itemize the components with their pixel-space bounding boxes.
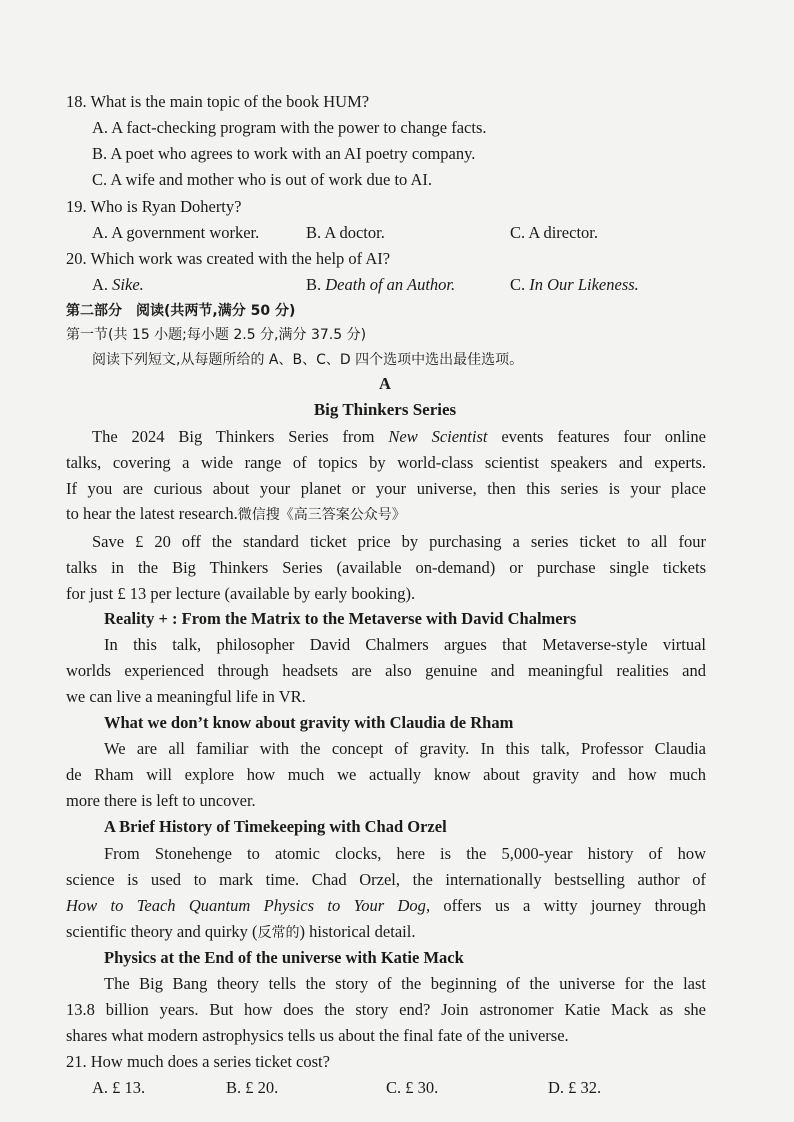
question-19-stem: 19. Who is Ryan Doherty?: [66, 197, 242, 216]
question-18-option-a: A. A fact-checking program with the power to change facts.: [92, 118, 487, 137]
passage-letter: A: [379, 374, 391, 393]
talk-3-line-3: How to Teach Quantum Physics to Your Dog, offers us a witty journey through: [66, 896, 707, 915]
talk-2-title: What we don’t know about gravity with Claudia de Rham: [104, 713, 514, 732]
intro-line-2: talks, covering a wide range of topics by world-class scientist speakers and experts.: [66, 453, 706, 472]
talk-3-line-4: scientific theory and quirky (反常的) historical detail.: [66, 922, 416, 941]
talk-3-title: A Brief History of Timekeeping with Chad Orzel: [104, 817, 447, 836]
question-20-option-b: B. Death of an Author.: [306, 275, 456, 294]
talk-4-line-1: The Big Bang theory tells the story of the beginning of the universe for the last: [104, 974, 706, 993]
question-19-option-c: C. A director.: [510, 223, 598, 242]
question-20-option-a: A. Sike.: [92, 275, 144, 294]
question-20-stem: 20. Which work was created with the help of AI?: [66, 249, 391, 268]
talk-4-line-2: 13.8 billion years. But how does the story end? Join astronomer Katie Mack as she: [66, 1000, 706, 1019]
talk-4-title: Physics at the End of the universe with Katie Mack: [104, 948, 464, 967]
question-21-option-c: C. £ 30.: [386, 1078, 439, 1097]
talk-3-line-1: From Stonehenge to atomic clocks, here is the 5,000-year history of how: [104, 844, 706, 863]
talk-2-line-2: de Rham will explore how much we actually know about gravity and how much: [66, 765, 706, 784]
section1-heading: 第一节(共 15 小题;每小题 2.5 分,满分 37.5 分): [66, 327, 367, 343]
question-21-option-d: D. £ 32.: [548, 1078, 602, 1097]
intro-line-1: The 2024 Big Thinkers Series from New Scientist events features four online: [92, 427, 706, 446]
question-19-option-a: A. A government worker.: [92, 223, 260, 242]
part2-heading: 第二部分 阅读(共两节,满分 50 分): [66, 303, 296, 319]
intro-line-4: to hear the latest research.微信搜《高三答案公众号》: [66, 504, 406, 523]
question-18-option-b: B. A poet who agrees to work with an AI poetry company.: [92, 144, 476, 163]
talk-1-line-2: worlds experienced through headsets are also genuine and meaningful realities and: [66, 661, 706, 680]
talk-4-line-3: shares what modern astrophysics tells us about the final fate of the universe.: [66, 1026, 569, 1045]
question-20-option-c: C. In Our Likeness.: [510, 275, 639, 294]
question-19-option-b: B. A doctor.: [306, 223, 385, 242]
question-18-option-c: C. A wife and mother who is out of work due to AI.: [92, 170, 433, 189]
reading-instruction: 阅读下列短文,从每题所给的 A、B、C、D 四个选项中选出最佳选项。: [92, 352, 524, 368]
talk-3-line-2: science is used to mark time. Chad Orzel, the internationally bestselling author of: [66, 870, 706, 889]
talk-1-title: Reality + : From the Matrix to the Metaverse with David Chalmers: [104, 609, 577, 628]
talk-2-line-3: more there is left to uncover.: [66, 791, 256, 810]
talk-2-line-1: We are all familiar with the concept of gravity. In this talk, Professor Claudia: [104, 739, 706, 758]
talk-1-line-3: we can live a meaningful life in VR.: [66, 687, 306, 706]
question-21-option-b: B. £ 20.: [226, 1078, 279, 1097]
passage-title: Big Thinkers Series: [313, 400, 457, 419]
pricing-line-2: talks in the Big Thinkers Series (available on-demand) or purchase single tickets: [66, 558, 706, 577]
talk-1-line-1: In this talk, philosopher David Chalmers argues that Metaverse-style virtual: [104, 635, 706, 654]
pricing-line-3: for just £ 13 per lecture (available by early booking).: [66, 584, 416, 603]
question-18-stem: 18. What is the main topic of the book HUM?: [66, 92, 370, 111]
question-21-option-a: A. £ 13.: [92, 1078, 146, 1097]
watermark-text: 微信搜《高三答案公众号》: [237, 507, 406, 523]
pricing-line-1: Save £ 20 off the standard ticket price by purchasing a series ticket to all four: [92, 532, 706, 551]
question-21-stem: 21. How much does a series ticket cost?: [66, 1052, 330, 1071]
intro-line-3: If you are curious about your planet or your universe, then this series is your place: [66, 479, 706, 498]
